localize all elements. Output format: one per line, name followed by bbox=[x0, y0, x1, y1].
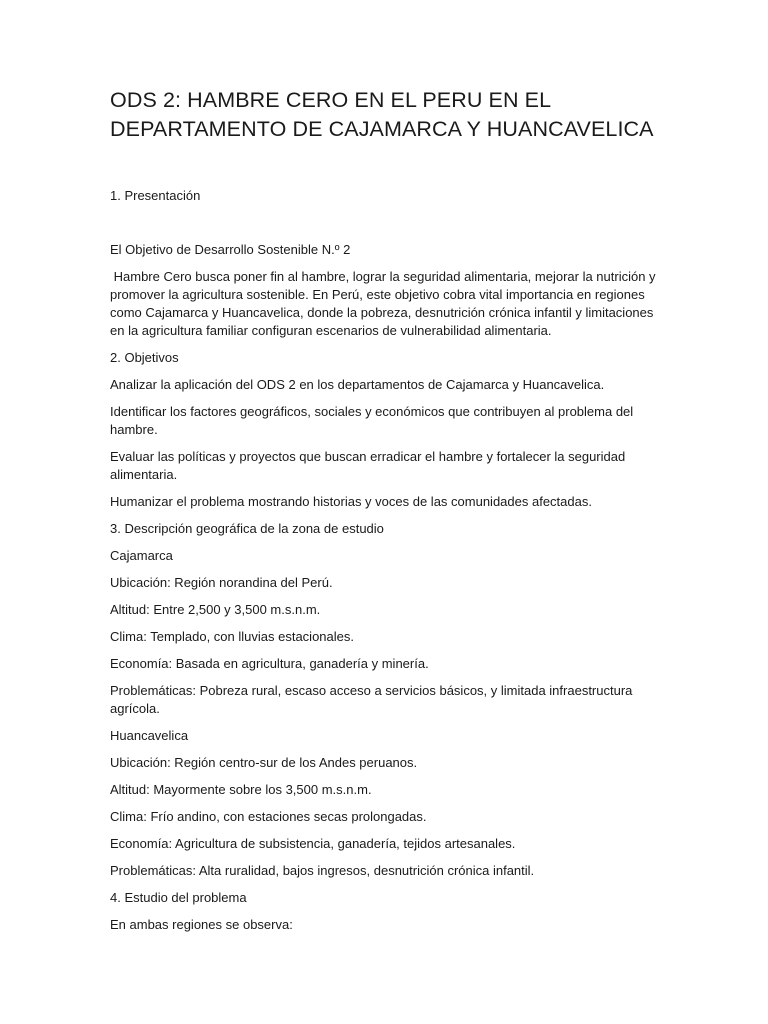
objective-item: Evaluar las políticas y proyectos que buscan erradicar el hambre y fortalecer la seguridad alimentaria. bbox=[110, 449, 626, 482]
huancavelica-problematicas: Problemáticas: Alta ruralidad, bajos ingresos, desnutrición crónica infantil. bbox=[110, 863, 535, 878]
cajamarca-problematicas: Problemáticas: Pobreza rural, escaso acceso a servicios básicos, y limitada infraestructura agrícola. bbox=[110, 683, 633, 716]
section-3-heading: 3. Descripción geográfica de la zona de estudio bbox=[110, 521, 384, 536]
objective-item: Analizar la aplicación del ODS 2 en los departamentos de Cajamarca y Huancavelica. bbox=[110, 377, 605, 392]
cajamarca-clima: Clima: Templado, con lluvias estacionales. bbox=[110, 629, 354, 644]
document-page bbox=[110, 86, 658, 934]
region-name-cajamarca: Cajamarca bbox=[110, 548, 173, 563]
document-title bbox=[110, 86, 658, 144]
document-title-line-1: ODS 2: HAMBRE CERO EN EL PERU EN EL bbox=[110, 88, 552, 112]
cajamarca-ubicacion: Ubicación: Región norandina del Perú. bbox=[110, 575, 333, 590]
huancavelica-ubicacion: Ubicación: Región centro-sur de los Andes peruanos. bbox=[110, 755, 418, 770]
intro-objective: El Objetivo de Desarrollo Sostenible N.º 2 bbox=[110, 242, 351, 257]
section-4-intro: En ambas regiones se observa: bbox=[110, 917, 293, 932]
huancavelica-economia: Economía: Agricultura de subsistencia, ganadería, tejidos artesanales. bbox=[110, 836, 516, 851]
objective-item: Humanizar el problema mostrando historias y voces de las comunidades afectadas. bbox=[110, 494, 592, 509]
intro-paragraph: Hambre Cero busca poner fin al hambre, lograr la seguridad alimentaria, mejorar la nutrición y promover la agricultura sostenible. En Perú, este objetivo cobra vital importancia en regiones como Cajamarca y Huancavelica, donde la pobreza, desnutrición crónica infantil y limitaciones en la agricultura familiar configuran escenarios de vulnerabilidad alimentaria. bbox=[110, 269, 660, 338]
huancavelica-clima: Clima: Frío andino, con estaciones secas prolongadas. bbox=[110, 809, 427, 824]
section-2-heading: 2. Objetivos bbox=[110, 350, 179, 365]
region-name-huancavelica: Huancavelica bbox=[110, 728, 189, 743]
section-4-heading: 4. Estudio del problema bbox=[110, 890, 247, 905]
cajamarca-economia: Economía: Basada en agricultura, ganadería y minería. bbox=[110, 656, 429, 671]
cajamarca-altitud: Altitud: Entre 2,500 y 3,500 m.s.n.m. bbox=[110, 602, 321, 617]
objective-item: Identificar los factores geográficos, sociales y económicos que contribuyen al problema del hambre. bbox=[110, 404, 634, 437]
huancavelica-altitud: Altitud: Mayormente sobre los 3,500 m.s.n.m. bbox=[110, 782, 372, 797]
section-1-heading: 1. Presentación bbox=[110, 188, 201, 203]
document-title-line-2: DEPARTAMENTO DE CAJAMARCA Y HUANCAVELICA bbox=[110, 117, 654, 141]
